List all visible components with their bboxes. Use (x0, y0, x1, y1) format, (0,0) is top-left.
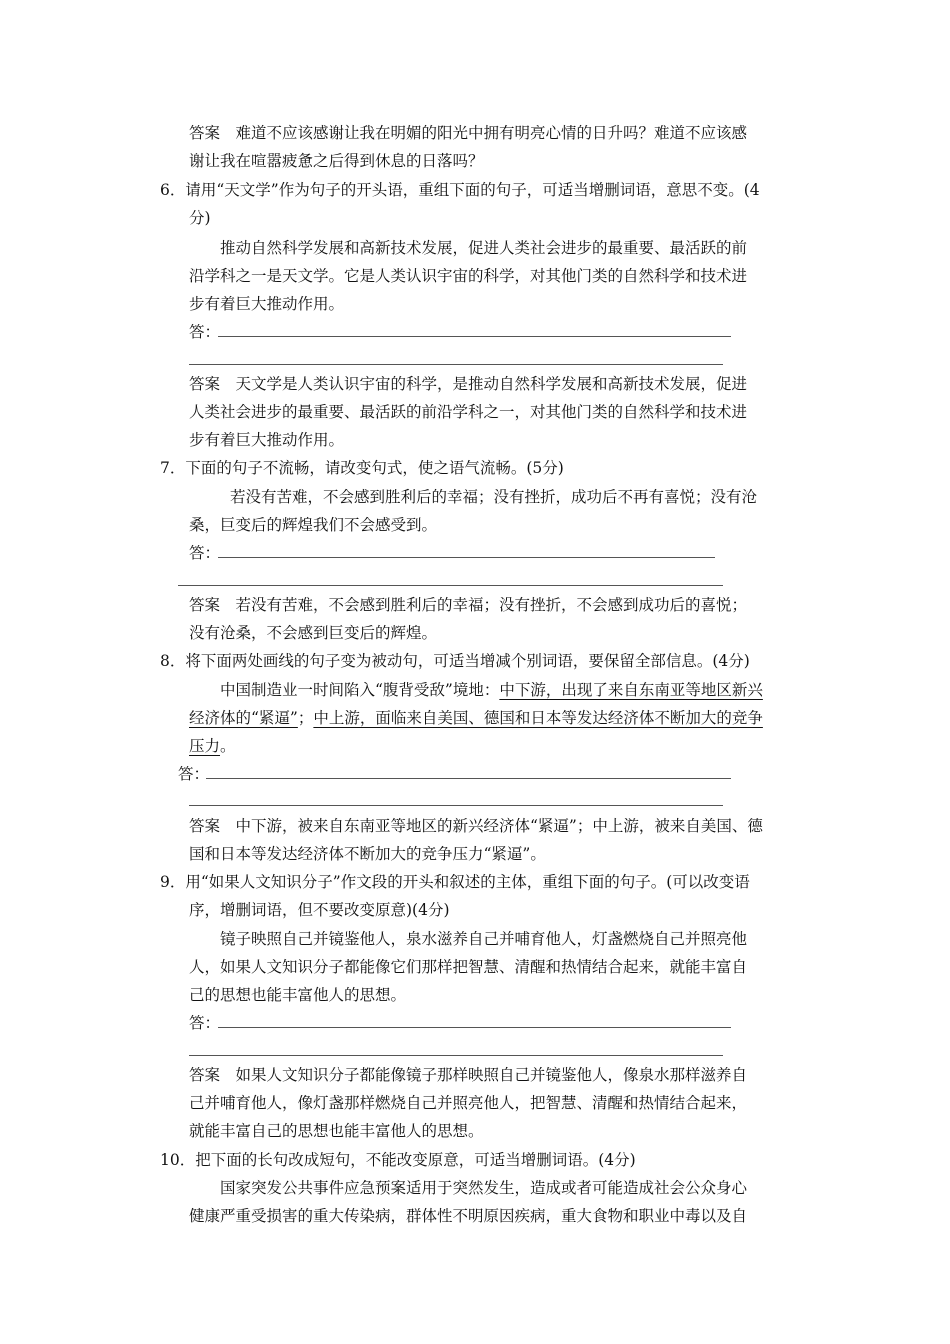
q5-answer-line-1: 答案 难道不应该感谢让我在明媚的阳光中拥有明亮心情的日升吗？难道不应该感 (189, 124, 748, 142)
q8-prompt: 8．将下面两处画线的句子变为被动句，可适当增减个别词语，要保留全部信息。(4分) (160, 652, 750, 670)
q9-answer-label: 答： (189, 1014, 221, 1032)
q8-passage-line-3 (189, 736, 236, 756)
q9-prompt-line-2: 序，增删词语，但不要改变原意)(4分) (189, 901, 450, 919)
q6-prompt-line-2: 分) (189, 209, 211, 227)
q8-underlined-sentence-2-end: 压力 (189, 737, 221, 755)
q8-answer-blank-1[interactable] (206, 778, 731, 779)
q6-answer-line-2: 人类社会进步的最重要、最活跃的前沿学科之一，对其他门类的自然科学和技术进 (189, 403, 748, 421)
q9-prompt-line-1: 9．用“如果人文知识分子”作文段的开头和叙述的主体，重组下面的句子。(可以改变语 (160, 873, 750, 891)
q8-answer-blank-2[interactable] (189, 805, 723, 806)
q7-prompt: 7．下面的句子不流畅，请改变句式，使之语气流畅。(5分) (160, 459, 564, 477)
q8-period: 。 (220, 737, 236, 755)
q7-answer-label: 答： (189, 544, 221, 562)
q8-passage-line-2 (189, 708, 763, 728)
q8-answer-line-1: 答案 中下游，被来自东南亚等地区的新兴经济体“紧逼”；中上游，被来自美国、德 (189, 817, 763, 835)
q9-passage-line-2: 人，如果人文知识分子都能像它们那样把智慧、清醒和热情结合起来，就能丰富自 (189, 958, 748, 976)
q8-passage-line-1 (220, 680, 763, 700)
q7-passage-line-2: 桑，巨变后的辉煌我们不会感受到。 (189, 516, 438, 534)
q6-prompt-line-1: 6．请用“天文学”作为句子的开头语，重组下面的句子，可适当增删词语，意思不变。(4 (160, 181, 760, 199)
q9-answer-line-2: 己并哺育他人，像灯盏那样燃烧自己并照亮他人，把智慧、清醒和热情结合起来， (189, 1094, 748, 1112)
q10-passage-line-1: 国家突发公共事件应急预案适用于突然发生，造成或者可能造成社会公众身心 (220, 1179, 748, 1197)
q8-answer-line-2: 国和日本等发达经济体不断加大的竞争压力“紧逼”。 (189, 845, 546, 863)
q8-underlined-sentence-1: 中下游，出现了来自东南亚等地区新兴 (499, 681, 763, 699)
q9-answer-line-3: 就能丰富自己的思想也能丰富他人的思想。 (189, 1122, 484, 1140)
q6-passage-line-1: 推动自然科学发展和高新技术发展，促进人类社会进步的最重要、最活跃的前 (220, 239, 748, 257)
q9-passage-line-1: 镜子映照自己并镜鉴他人，泉水滋养自己并哺育他人，灯盏燃烧自己并照亮他 (220, 930, 748, 948)
q8-passage-text: 中国制造业一时间陷入“腹背受敌”境地： (220, 681, 500, 699)
q6-answer-blank-1[interactable] (218, 336, 731, 337)
q7-answer-blank-1[interactable] (218, 557, 715, 558)
q9-answer-blank-2[interactable] (189, 1055, 723, 1056)
q5-answer-line-2: 谢让我在喧嚣疲惫之后得到休息的日落吗？ (189, 152, 484, 170)
q8-underlined-sentence-2: 中上游，面临来自美国、德国和日本等发达经济体不断加大的竞争 (313, 709, 763, 727)
q9-answer-blank-1[interactable] (218, 1027, 731, 1028)
q7-answer-blank-2[interactable] (178, 585, 723, 586)
q10-passage-line-2: 健康严重受损害的重大传染病，群体性不明原因疾病，重大食物和职业中毒以及自 (189, 1207, 748, 1225)
q6-answer-label: 答： (189, 323, 221, 341)
q6-answer-line-1: 答案 天文学是人类认识宇宙的科学，是推动自然科学发展和高新技术发展，促进 (189, 375, 748, 393)
q6-answer-line-3: 步有着巨大推动作用。 (189, 431, 345, 449)
q10-prompt: 10．把下面的长句改成短句，不能改变原意，可适当增删词语。(4分) (160, 1151, 636, 1169)
q7-passage-line-1: 若没有苦难，不会感到胜利后的幸福；没有挫折，成功后不再有喜悦；没有沧 (230, 488, 758, 506)
q7-answer-line-2: 没有沧桑，不会感到巨变后的辉煌。 (189, 624, 438, 642)
q8-answer-label: 答： (178, 765, 210, 783)
q6-answer-blank-2[interactable] (189, 364, 723, 365)
q9-passage-line-3: 己的思想也能丰富他人的思想。 (189, 986, 407, 1004)
q7-answer-line-1: 答案 若没有苦难，不会感到胜利后的幸福；没有挫折，不会感到成功后的喜悦； (189, 596, 748, 614)
q8-semicolon: ； (297, 709, 314, 727)
q8-underlined-sentence-1-end: 经济体的“紧逼” (189, 709, 298, 727)
q6-passage-line-3: 步有着巨大推动作用。 (189, 295, 345, 313)
q9-answer-line-1: 答案 如果人文知识分子都能像镜子那样映照自己并镜鉴他人，像泉水那样滋养自 (189, 1066, 748, 1084)
q6-passage-line-2: 沿学科之一是天文学。它是人类认识宇宙的科学，对其他门类的自然科学和技术进 (189, 267, 748, 285)
